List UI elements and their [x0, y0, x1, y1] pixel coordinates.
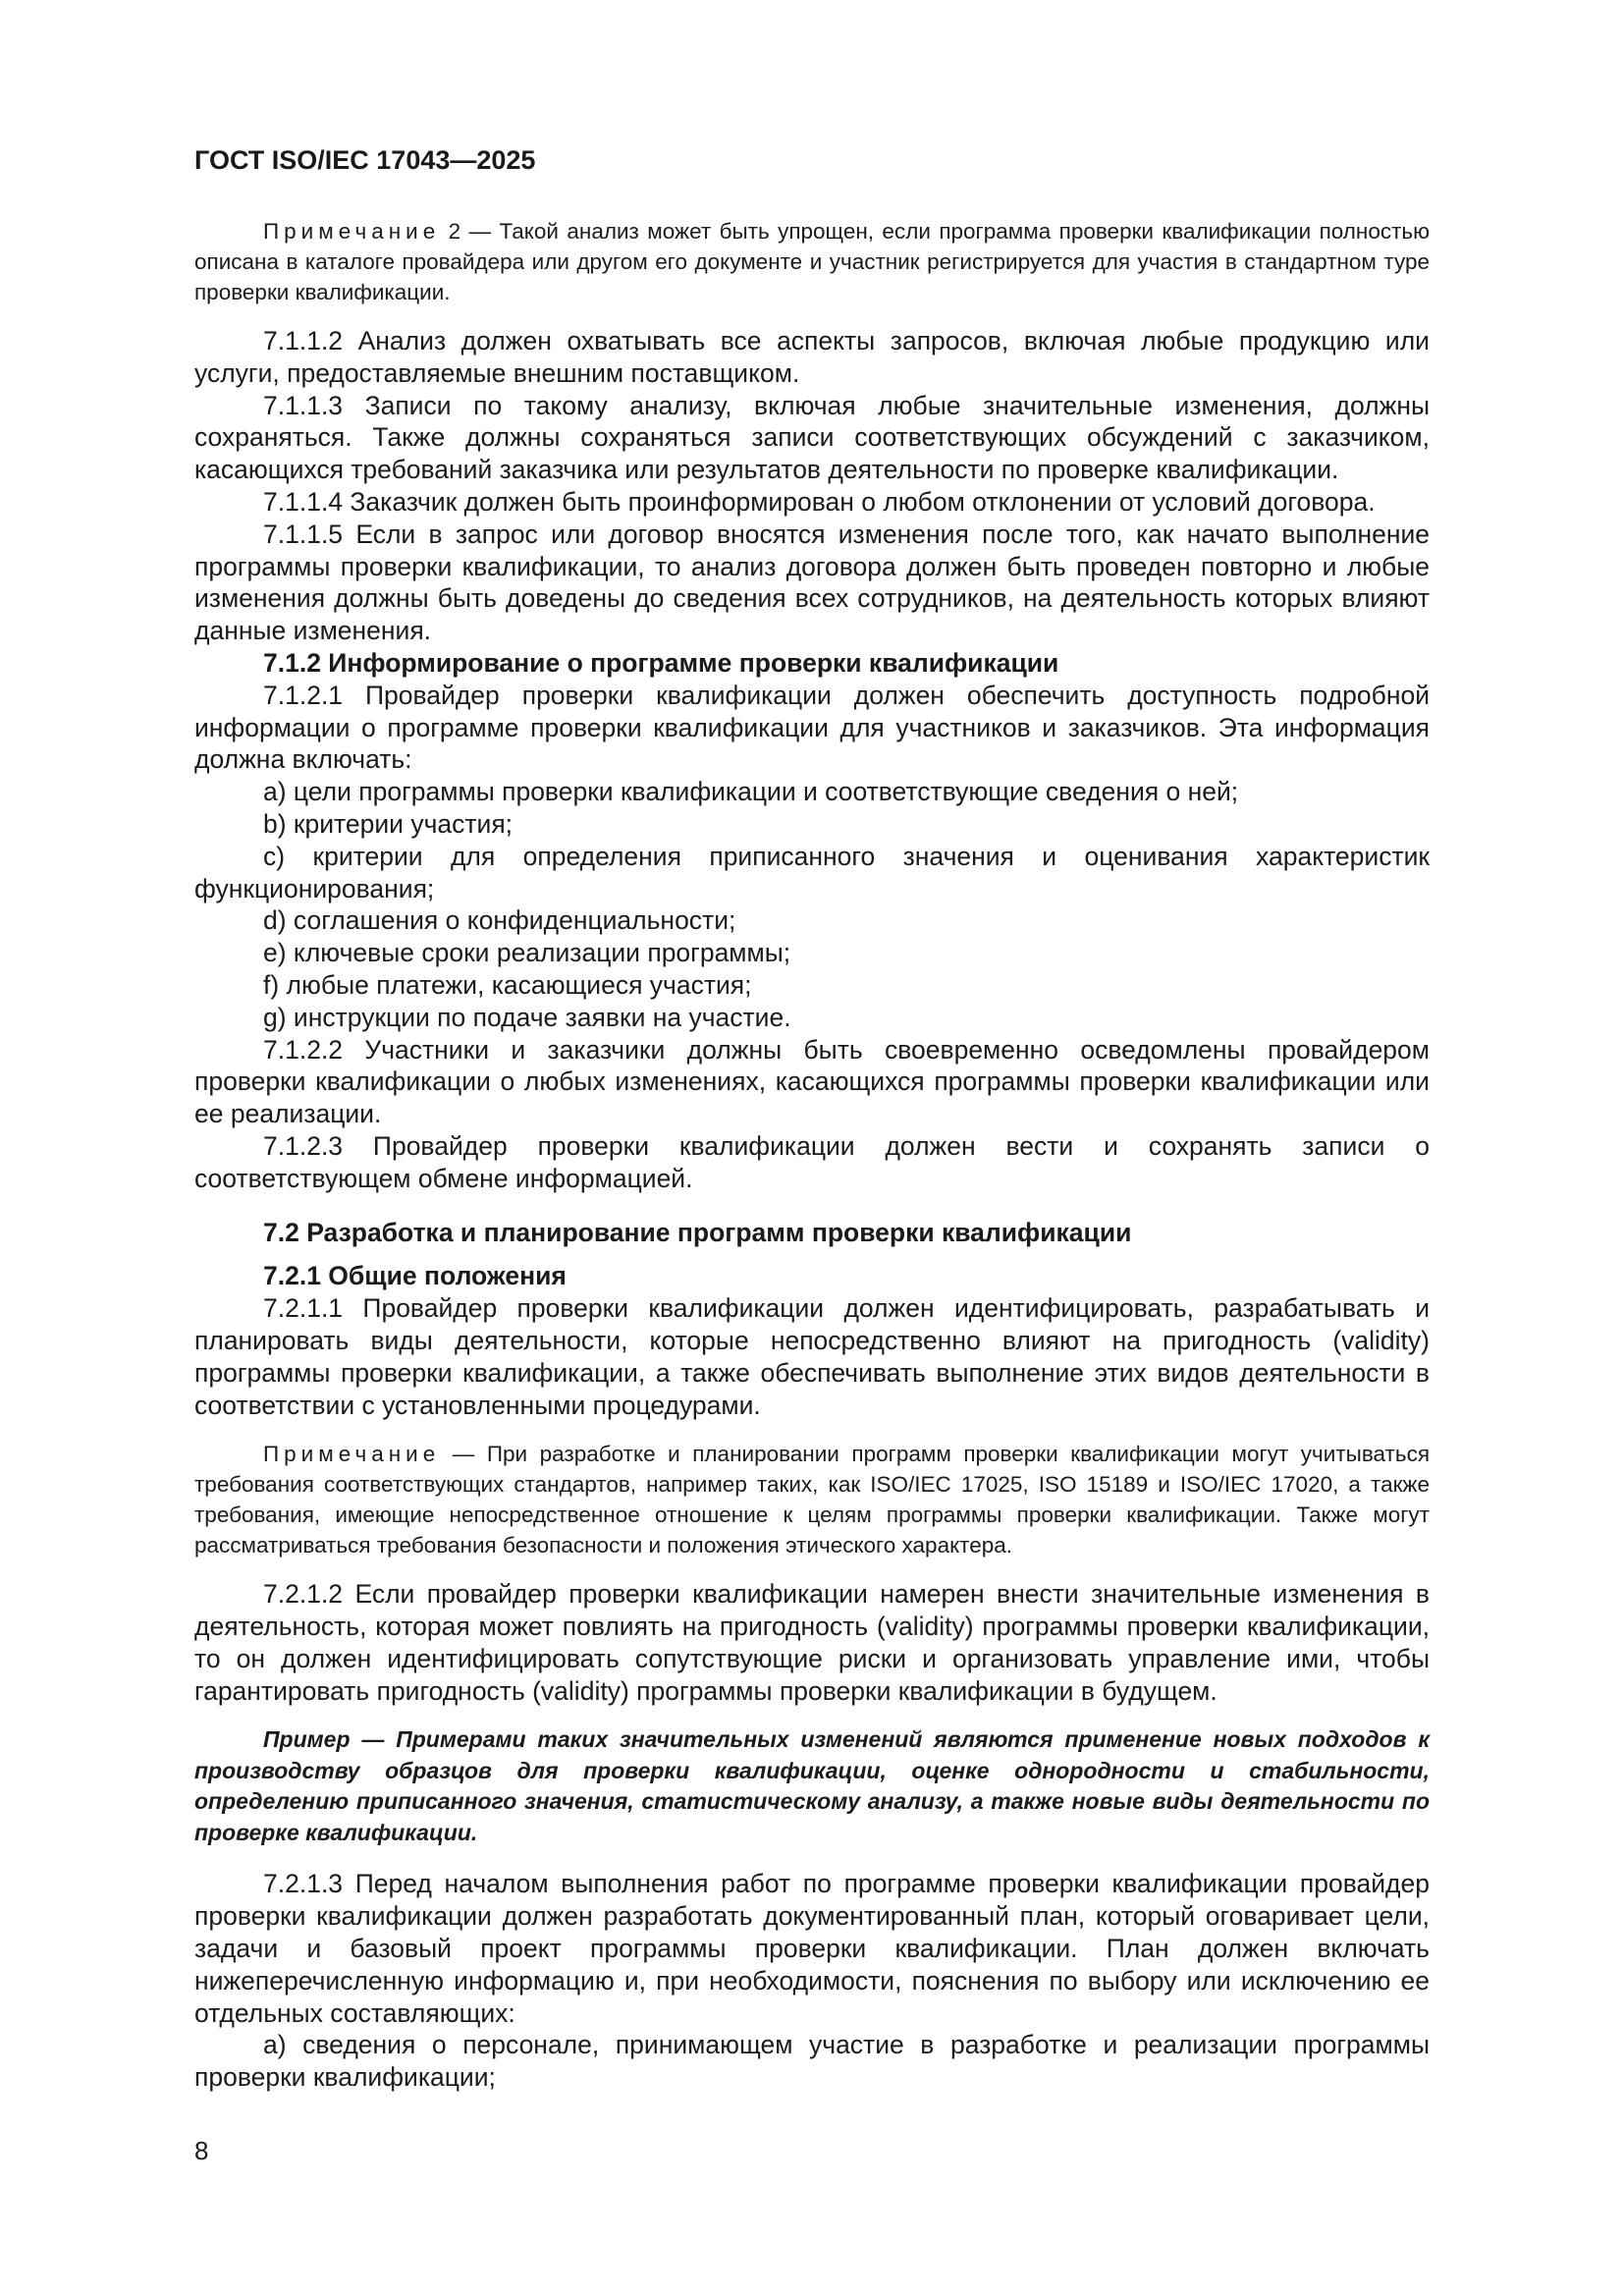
- heading-7-2-1: 7.2.1 Общие положения: [263, 1261, 567, 1291]
- note-2: [194, 216, 1430, 307]
- example-block: Пример — Примерами таких значительных изменений являются применение новых подходов к производству образцов для проверки квалификации, оценке однородности и стабильности, определению приписанного значения, статистическому анализу, а также новые виды деятельности по проверке квалификации.: [194, 1726, 1430, 1845]
- list-item: d) соглашения о конфиденциальности;: [263, 905, 736, 936]
- page-body: [194, 216, 1430, 2094]
- clause-7-2-1-1: 7.2.1.1 Провайдер проверки квалификации должен идентифицировать, разрабатывать и планировать виды деятельности, которые непосредственно влияют на пригодность (validity) программы проверки квалификации, а также обеспечивать выполнение этих видов деятельности в соответствии с установленными процедурами.: [194, 1293, 1430, 1420]
- heading-7-1-2: 7.1.2 Информирование о программе проверки квалификации: [263, 647, 1059, 678]
- info-list: [194, 776, 1430, 1033]
- list-item: c) критерии для определения приписанного значения и оценивания характеристик функционирования;: [194, 841, 1430, 903]
- running-header: ГОСТ ISO/IEC 17043—2025: [194, 145, 536, 175]
- clause-7-1-1-2: 7.1.1.2 Анализ должен охватывать все аспекты запросов, включая любые продукцию или услуги, предоставляемые внешним поставщиком.: [194, 326, 1430, 388]
- clause-7-1-1-5: 7.1.1.5 Если в запрос или договор вносятся изменения после того, как начато выполнение программы проверки квалификации, то анализ договора должен быть проведен повторно и любые изменения должны быть доведены до сведения всех сотрудников, на деятельность которых влияют данные изменения.: [194, 519, 1430, 646]
- clause-7-1-1-4: 7.1.1.4 Заказчик должен быть проинформирован о любом отклонении от условий договора.: [263, 486, 1376, 517]
- clause-7-1-2-1: 7.1.2.1 Провайдер проверки квалификации должен обеспечить доступность подробной информации о программе проверки квалификации для участников и заказчиков. Эта информация должна включать:: [194, 680, 1430, 775]
- list-item: g) инструкции по подаче заявки на участие.: [263, 1002, 791, 1032]
- heading-7-2: 7.2 Разработка и планирование программ проверки квалификации: [263, 1217, 1132, 1247]
- list-item: a) цели программы проверки квалификации и соответствующие сведения о ней;: [263, 777, 1239, 807]
- list-item: a) сведения о персонале, принимающем участие в разработке и реализации программы проверки квалификации;: [194, 2030, 1430, 2093]
- clause-7-2-1-3: 7.2.1.3 Перед началом выполнения работ по программе проверки квалификации провайдер проверки квалификации должен разработать документированный план, который оговаривает цели, задачи и базовый проект программы проверки квалификации. План должен включать нижеперечисленную информацию и, при необходимости, пояснения по выбору или исключению ее отдельных составляющих:: [194, 1869, 1430, 2028]
- clause-7-1-2-2: 7.1.2.2 Участники и заказчики должны быть своевременно осведомлены провайдером проверки квалификации о любых изменениях, касающихся программы проверки квалификации или ее реализации.: [194, 1034, 1430, 1129]
- list-item: e) ключевые сроки реализации программы;: [263, 938, 791, 968]
- note-text: — При разработке и планировании программ проверки квалификации могут учитываться требования соответствующих стандартов, например таких, как ISO/IEC 17025, ISO 15189 и ISO/IEC 17020, а также требования, имеющие непосредственное отношение к целям программы проверки квалификации. Также могут рассматриваться требования безопасности и положения этического характера.: [194, 1442, 1430, 1558]
- list-item: b) критерии участия;: [263, 808, 514, 839]
- note-label: Примечание: [263, 1442, 441, 1467]
- page-number: 8: [194, 2136, 209, 2165]
- note-label: Примечание: [263, 219, 441, 244]
- note-text: — Такой анализ может быть упрощен, если программа проверки квалификации полностью описана в каталоге провайдера или другом его документе и участник регистрируется для участия в стандартном туре проверки квалификации.: [194, 219, 1430, 304]
- clause-7-1-2-3: 7.1.2.3 Провайдер проверки квалификации должен вести и сохранять записи о соответствующем обмене информацией.: [194, 1130, 1430, 1193]
- clause-7-2-1-2: 7.2.1.2 Если провайдер проверки квалификации намерен внести значительные изменения в деятельность, которая может повлиять на пригодность (validity) программы проверки квалификации, то он должен идентифицировать сопутствующие риски и организовать управление ими, чтобы гарантировать пригодность (validity) программы проверки квалификации в будущем.: [194, 1579, 1430, 1706]
- list-item: f) любые платежи, касающиеся участия;: [263, 969, 752, 1000]
- note-standards: [194, 1439, 1430, 1560]
- note-number: 2: [448, 219, 461, 244]
- clause-7-1-1-3: 7.1.1.3 Записи по такому анализу, включая любые значительные изменения, должны сохраняться. Также должны сохраняться записи соответствующих обсуждений с заказчиком, касающихся требований заказчика или результатов деятельности по проверке квалификации.: [194, 390, 1430, 485]
